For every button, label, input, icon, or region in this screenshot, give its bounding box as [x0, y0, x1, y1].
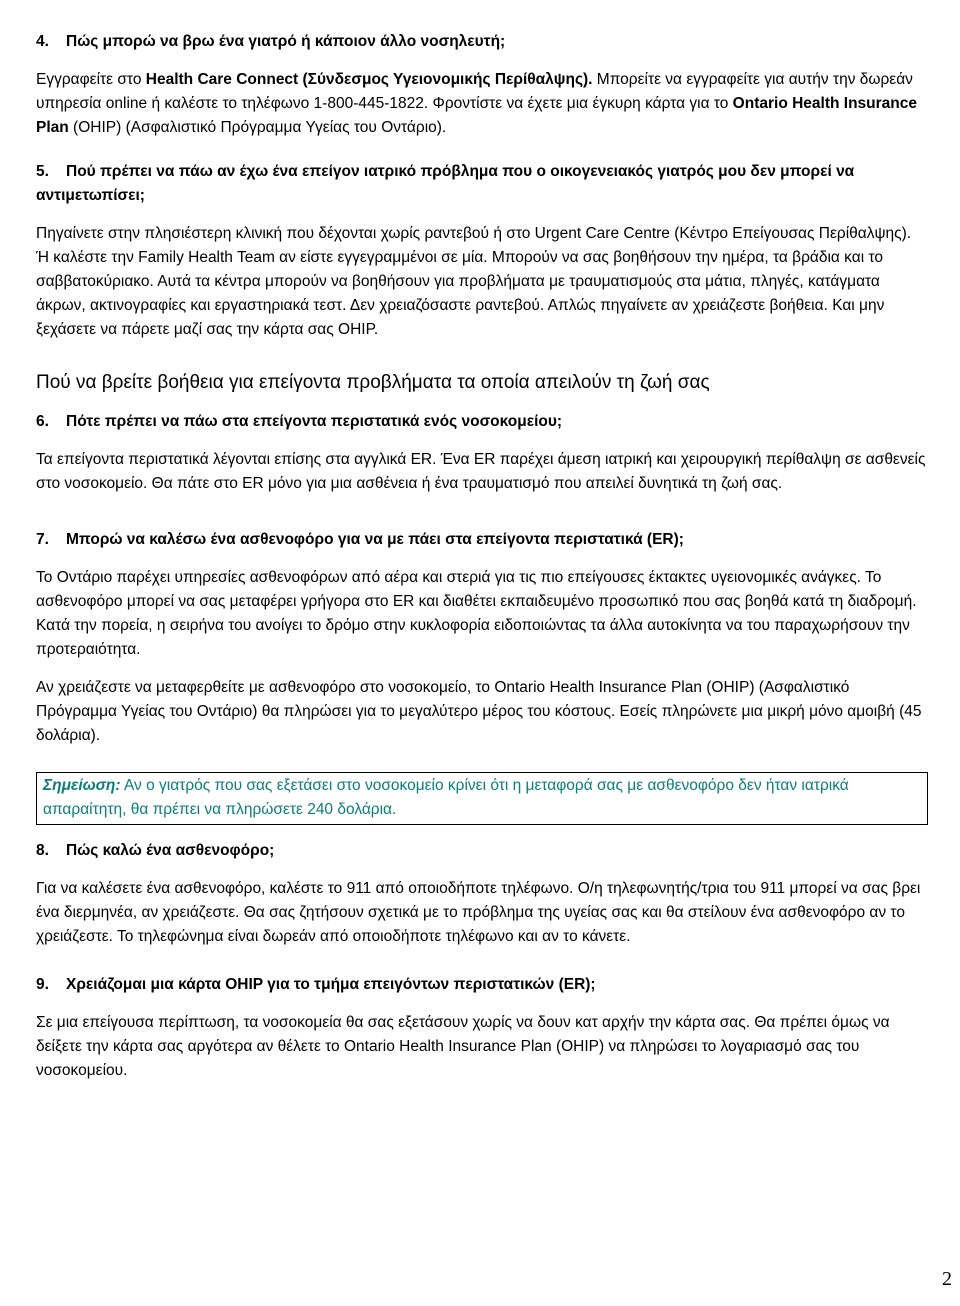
question-4-number: 4. — [36, 33, 49, 50]
question-8-text: Πώς καλώ ένα ασθενοφόρο; — [66, 842, 275, 859]
question-4-text: Πώς μπορώ να βρω ένα γιατρό ή κάποιον άλλο νοσηλευτή; — [66, 33, 506, 50]
question-8-heading — [36, 839, 928, 863]
question-7-number: 7. — [36, 531, 49, 548]
answer-4-text-1: Εγγραφείτε στο — [36, 71, 146, 88]
question-8-answer: Για να καλέσετε ένα ασθενοφόρο, καλέστε το 911 από οποιοδήποτε τηλέφωνο. Ο/η τηλεφωνητής/τρια του 911 μπορεί να σας βρει ένα διερμηνέα, αν χρειάζεστε. Θα σας ζητήσουν σχετικά με το πρόβλημα της υγείας σας και θα στείλουν ένα ασθενοφόρο αν το χρειάζεστε. Το τηλεφώνημα είναι δωρεάν από οποιοδήποτε τηλέφωνο και αν το κάνετε. — [36, 880, 921, 945]
note-text: Αν ο γιατρός που σας εξετάσει στο νοσοκομείο κρίνει ότι η μεταφορά σας με ασθενοφόρο δεν ήταν ιατρικά απαραίτητη, θα πρέπει να πληρώσετε 240 δολάρια. — [43, 777, 849, 818]
question-9-number: 9. — [36, 976, 49, 993]
answer-4-text-2: Μπορείτε να εγγραφείτε για αυτήν την δωρεάν υπηρεσία online ή καλέστε το τηλέφωνο 1-800-445-1822. Φροντίστε να έχετε μια έγκυρη κάρτα για το — [36, 71, 913, 112]
answer-4-bold-2: Ontario Health Insurance Plan — [36, 95, 917, 136]
question-7-heading — [36, 528, 928, 552]
note-label: Σημείωση: — [43, 777, 121, 794]
question-5-number: 5. — [36, 163, 49, 180]
question-7-text: Μπορώ να καλέσω ένα ασθενοφόρο για να με πάει στα επείγοντα περιστατικά (ER); — [66, 531, 684, 548]
section-title: Πού να βρείτε βοήθεια για επείγοντα προβλήματα τα οποία απειλούν τη ζωή σας — [36, 372, 710, 393]
question-5-heading — [36, 160, 928, 208]
question-8-number: 8. — [36, 842, 49, 859]
question-6-heading — [36, 410, 928, 434]
question-4-heading — [36, 30, 928, 54]
question-9-answer: Σε μια επείγουσα περίπτωση, τα νοσοκομεία θα σας εξετάσουν χωρίς να δουν κατ αρχήν την κάρτα σας. Θα πρέπει όμως να δείξετε την κάρτα σας αργότερα αν θέλετε το Ontario Health Insurance Plan (OHIP) να πληρώσει το λογαριασμό σας του νοσοκομείου. — [36, 1014, 890, 1079]
question-5-text: Πού πρέπει να πάω αν έχω ένα επείγον ιατρικό πρόβλημα που ο οικογενειακός γιατρός μου δεν μπορεί να αντιμετωπίσει; — [36, 163, 855, 204]
document-page — [36, 30, 928, 1083]
answer-4-bold-1: Health Care Connect (Σύνδεσμος Υγειονομικής Περίθαλψης). — [145, 71, 593, 88]
question-6-text: Πότε πρέπει να πάω στα επείγοντα περιστατικά ενός νοσοκομείου; — [66, 413, 563, 430]
note-box — [36, 772, 928, 825]
question-9-heading — [36, 973, 928, 997]
question-5-answer: Πηγαίνετε στην πλησιέστερη κλινική που δέχονται χωρίς ραντεβού ή στο Urgent Care Centre (Κέντρο Επείγουσας Περίθαλψης). Ή καλέστε την Family Health Team αν είστε εγγεγραμμένοι σε μία. Μπορούν να σας βοηθήσουν την ημέρα, τα βράδια και το σαββατοκύριακο. Αυτά τα κέντρα μπορούν να βοηθήσουν για προβλήματα με τραυματισμούς στα μάτια, πληγές, κατάγματα άκρων, ακτινογραφίες και εργαστηριακά τεστ. Δεν χρειαζόσαστε ραντεβού. Απλώς πηγαίνετε αν χρειάζεστε βοήθεια. Και μην ξεχάσετε να πάρετε μαζί σας την κάρτα σας OHIP. — [36, 225, 912, 338]
question-7-answer-2: Αν χρειάζεστε να μεταφερθείτε με ασθενοφόρο στο νοσοκομείο, το Ontario Health Insurance Plan (OHIP) (Ασφαλιστικό Πρόγραμμα Υγείας του Οντάριο) θα πληρώσει για το μεγαλύτερο μέρος του κόστους. Εσείς πληρώνετε μια μικρή μόνο αμοιβή (45 δολάρια). — [36, 679, 922, 744]
question-9-text: Χρειάζομαι μια κάρτα OHIP για το τμήμα επειγόντων περιστατικών (ER); — [66, 976, 596, 993]
question-7-answer-1: Το Οντάριο παρέχει υπηρεσίες ασθενοφόρων από αέρα και στεριά για τις πιο επείγουσες έκτακτες υγειονομικές ανάγκες. Το ασθενοφόρο μπορεί να σας μεταφέρει γρήγορα στο ER και διαθέτει εκπαιδευμένο προσωπικό που σας βοηθά κατά τη διαδρομή. Κατά την πορεία, η σειρήνα του ανοίγει το δρόμο στην κυκλοφορία ειδοποιώντας τα άλλα αυτοκίνητα να του παραχωρήσουν την προτεραιότητα. — [36, 569, 917, 658]
question-6-number: 6. — [36, 413, 49, 430]
question-6-answer: Τα επείγοντα περιστατικά λέγονται επίσης στα αγγλικά ER. Ένα ER παρέχει άμεση ιατρική και χειρουργική περίθαλψη σε ασθενείς στο νοσοκομείο. Θα πάτε στο ER μόνο για μια ασθένεια ή ένα τραυματισμό που απειλεί δυνητικά τη ζωή σας. — [36, 451, 926, 492]
page-number: 2 — [942, 1268, 952, 1290]
answer-4-text-3: (OHIP) (Ασφαλιστικό Πρόγραμμα Υγείας του Οντάριο). — [68, 119, 447, 136]
question-4-answer — [36, 68, 928, 140]
